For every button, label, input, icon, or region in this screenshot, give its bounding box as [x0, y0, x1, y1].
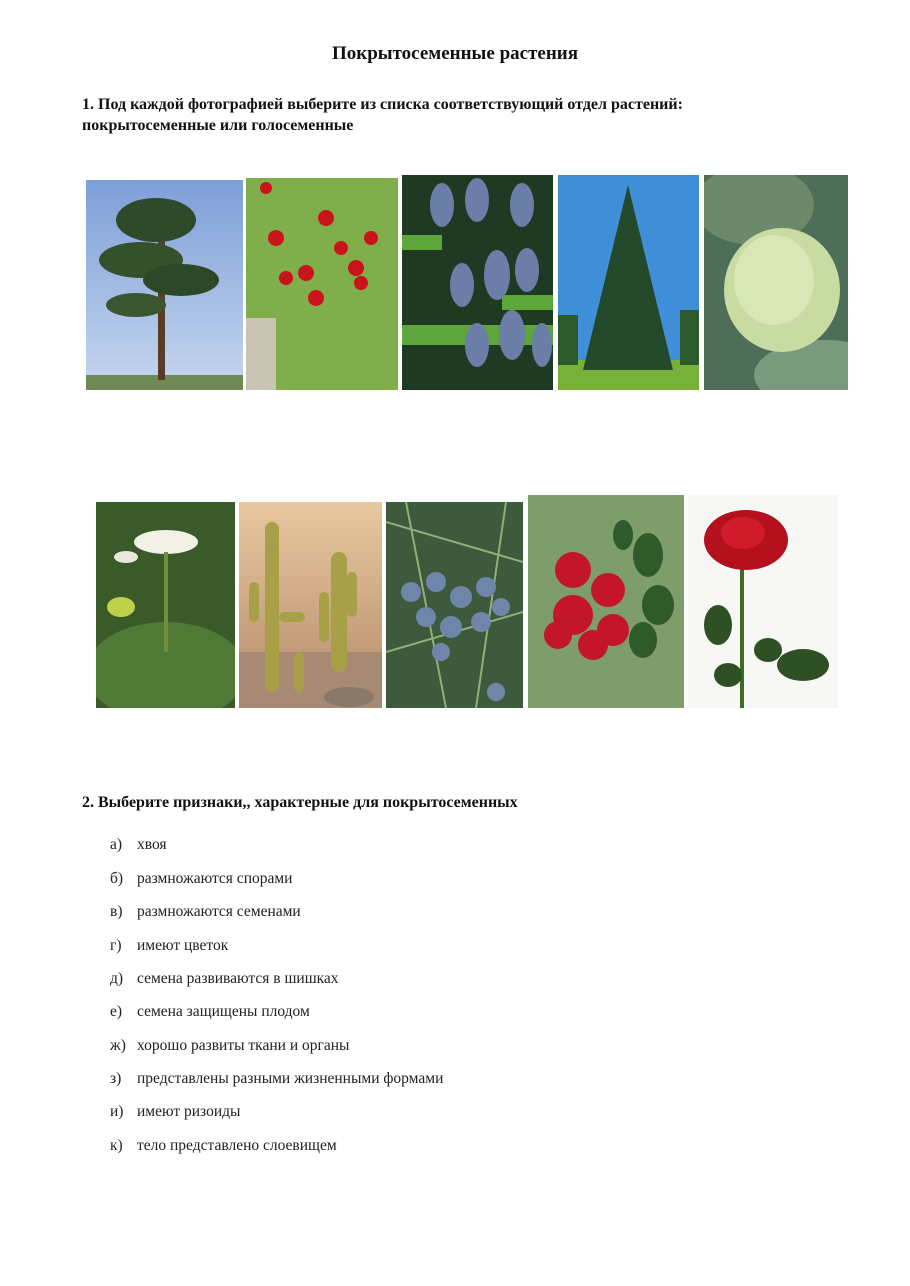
option-text: тело представлено слоевищем [137, 1137, 337, 1154]
photo-fir-cones [402, 175, 553, 390]
option-letter: и) [110, 1103, 124, 1120]
photo-hogweed [96, 502, 235, 708]
photo-cabbage [704, 175, 848, 390]
photo-pine [86, 180, 243, 390]
option-text: семена развиваются в шишках [137, 970, 339, 987]
option-letter: б) [110, 870, 124, 887]
option-item[interactable] [110, 1103, 240, 1121]
option-text: хорошо развиты ткани и органы [137, 1037, 350, 1054]
option-letter: ж) [110, 1037, 126, 1054]
photo-juniper [386, 502, 523, 708]
option-text: имеют цветок [137, 937, 229, 954]
option-item[interactable] [110, 870, 292, 888]
option-letter: а) [110, 836, 123, 853]
option-item[interactable] [110, 836, 167, 854]
option-letter: в) [110, 903, 123, 920]
option-item[interactable] [110, 1003, 310, 1021]
option-text: хвоя [137, 836, 167, 853]
option-text: представлены разными жизненными формами [137, 1070, 444, 1087]
photo-rose [688, 495, 838, 708]
question-1-line-2: покрытосеменные или голосеменные [82, 117, 354, 134]
option-letter: д) [110, 970, 124, 987]
option-item[interactable] [110, 970, 339, 988]
question-1 [82, 94, 802, 136]
question-1-line-1: 1. Под каждой фотографией выберите из списка соответствующий отдел растений: [82, 96, 683, 113]
option-text: семена защищены плодом [137, 1003, 310, 1020]
option-item[interactable] [110, 937, 228, 955]
page-title: Покрытосеменные растения [331, 43, 579, 64]
option-letter: з) [110, 1070, 122, 1087]
option-letter: г) [110, 937, 122, 954]
question-2: 2. Выберите признаки,, характерные для покрытосеменных [82, 794, 518, 811]
option-item[interactable] [110, 1070, 443, 1088]
option-text: имеют ризоиды [137, 1103, 241, 1120]
option-item[interactable] [110, 1037, 349, 1055]
option-text: размножаются семенами [137, 903, 301, 920]
option-item[interactable] [110, 903, 301, 921]
photo-apple-tree [246, 178, 398, 390]
option-item[interactable] [110, 1137, 337, 1155]
photo-cactus [239, 502, 382, 708]
option-text: размножаются спорами [137, 870, 293, 887]
option-letter: е) [110, 1003, 123, 1020]
option-letter: к) [110, 1137, 123, 1154]
photo-lingonberry [528, 495, 684, 708]
photo-spruce [558, 175, 699, 390]
